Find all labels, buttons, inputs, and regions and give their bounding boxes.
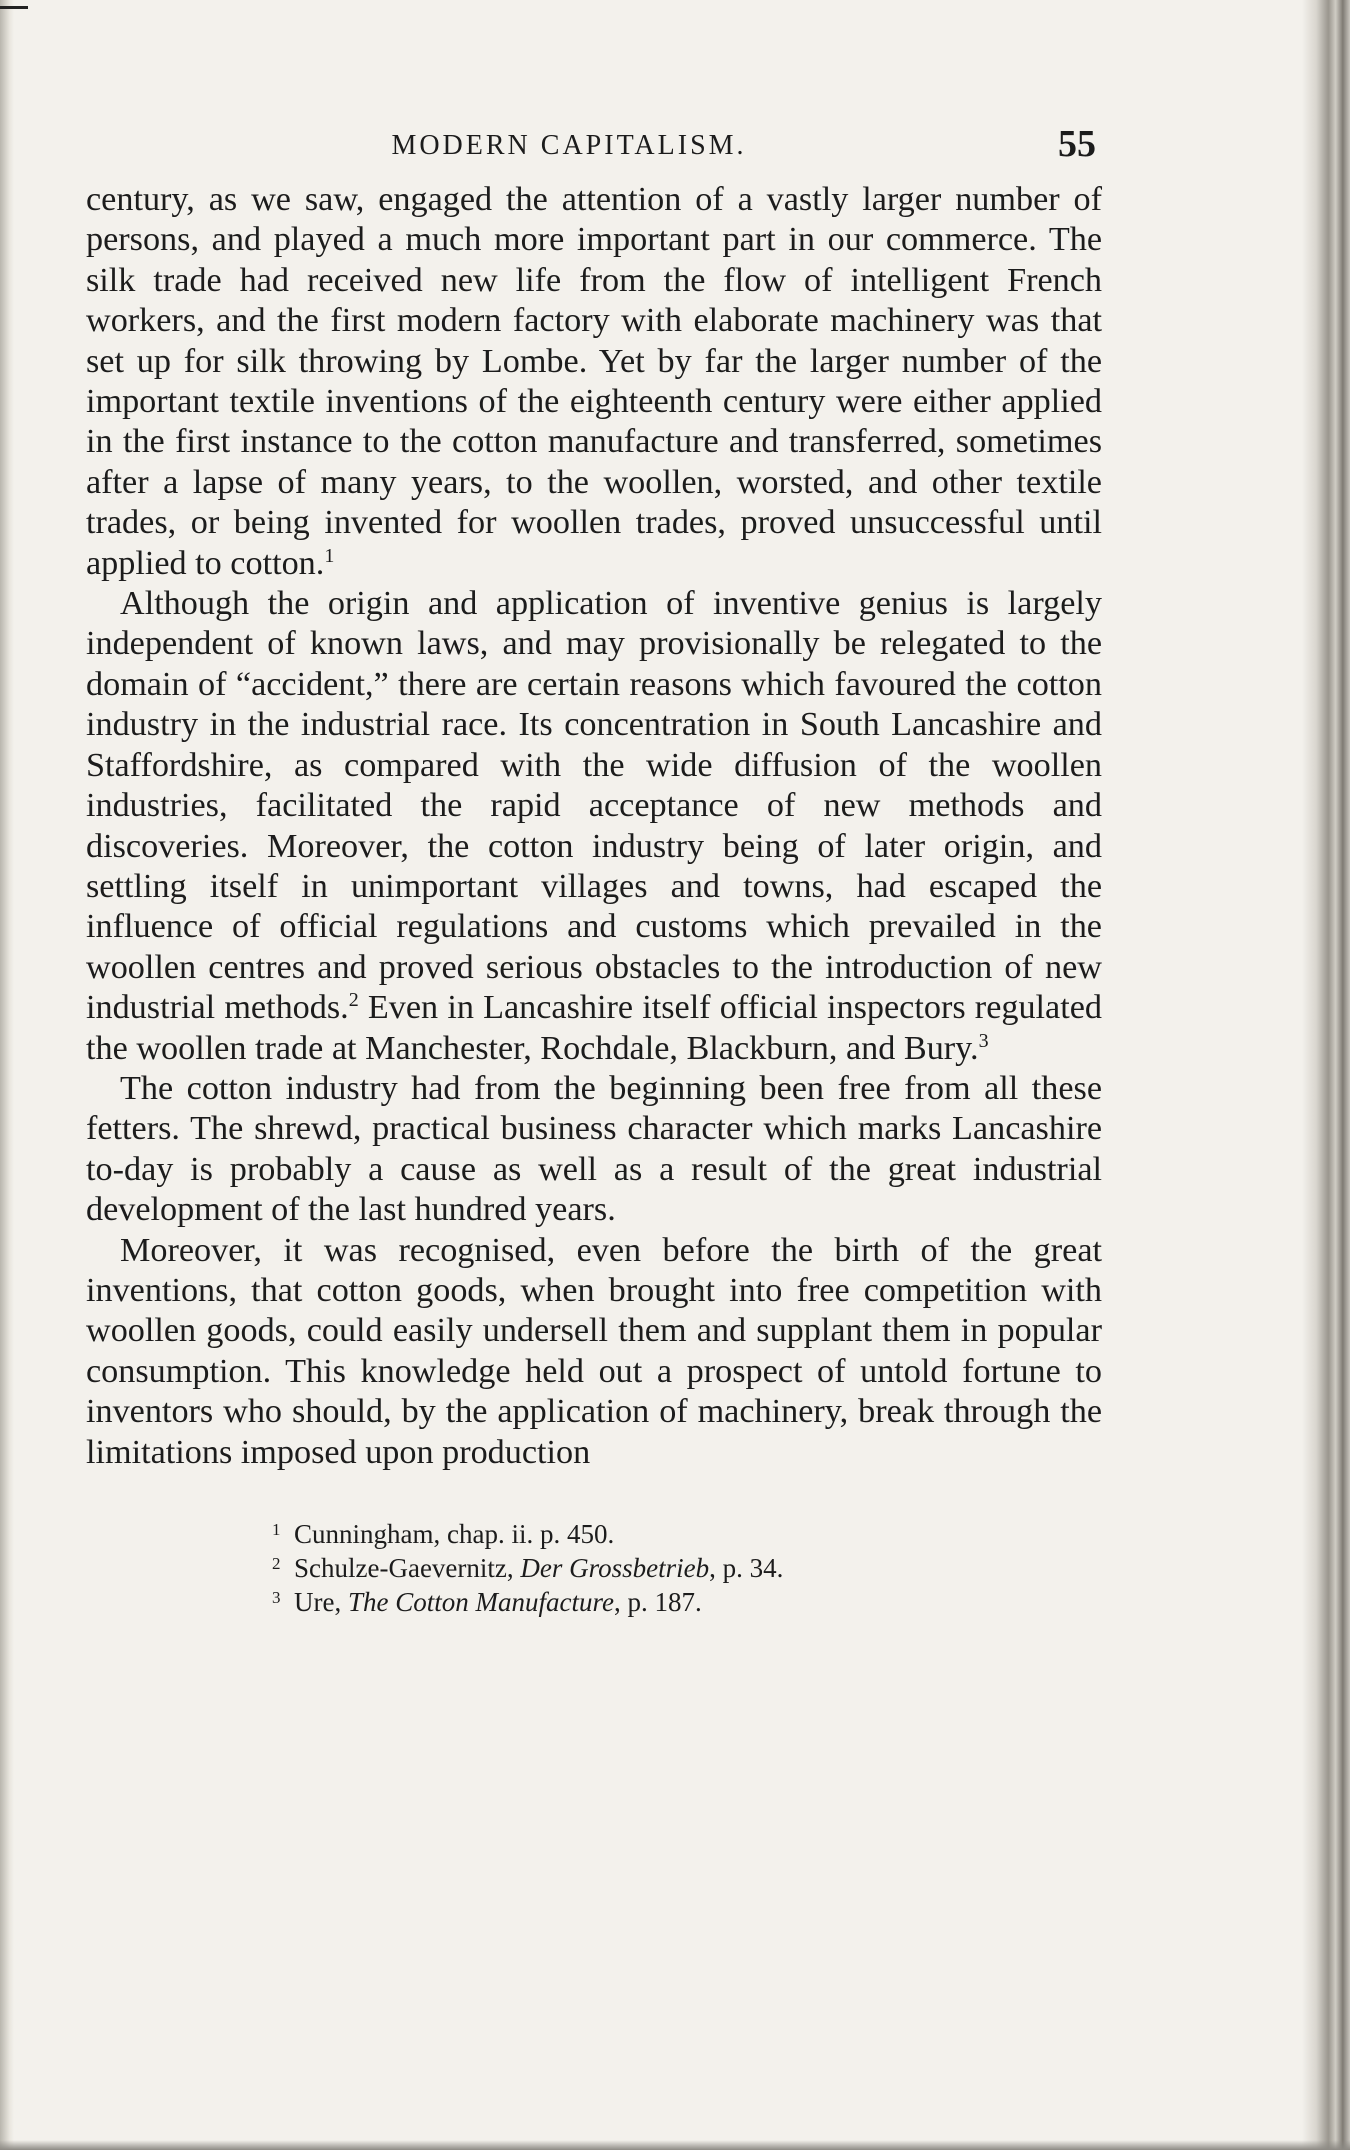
book-page [86,112,1102,1617]
footnote-1 [272,1515,1102,1549]
paragraph-2-text-b: Even in Lancashire itself official inspectors regulated the woollen trade at Manchester, Rochdale, Blackburn, and Bury. [86,989,1102,1067]
paragraph-2 [86,584,1102,1069]
footnote-3-title: The Cotton Manufacture [347,1587,614,1617]
paragraph-3-text: The cotton industry had from the beginning been free from all these fetters. The shrewd, practical business character which marks Lancashire to-day is probably a cause as well as a result of the great industrial development of the last hundred years. [86,1069,1102,1229]
running-title: MODERN CAPITALISM. [391,130,747,161]
paragraph-1-text: century, as we saw, engaged the attention of a vastly larger number of persons, and played a much more important part in our commerce. The silk trade had received new life from the flow of intelligent French workers, and the first modern factory with elaborate machinery was that set up for silk throwing by Lombe. Yet by far the larger number of the important textile inventions of the eighteenth century were either applied in the first instance to the cotton manufacture and transferred, sometimes after a lapse of many years, to the woollen, worsted, and other textile trades, or being invented for woollen trades, proved unsuccessful until applied to cotton. [86,181,1102,582]
footnote-2-author: Schulze-Gaevernitz, [294,1553,521,1583]
paragraph-1 [86,180,1102,584]
footnote-3 [272,1583,1102,1617]
paragraph-3 [86,1069,1102,1231]
running-head [86,112,1102,174]
footnote-3-mark: 3 [272,1588,281,1607]
footnote-2-mark: 2 [272,1554,281,1573]
body-text [86,180,1102,1473]
page-number: 55 [1058,123,1096,165]
paragraph-4-text: Moreover, it was recognised, even before the birth of the great inventions, that cotton goods, when brought into free competition with woollen goods, could easily undersell them and supplant them in popular consumption. This knowledge held out a prospect of untold fortune to inventors who should, by the application of machinery, break through the limitations imposed upon production [86,1231,1102,1471]
scan-bottom-edge [0,2140,1350,2150]
scan-left-edge [0,0,14,2150]
footnote-1-text: Cunningham, chap. ii. p. 450. [294,1519,615,1549]
paragraph-4 [86,1231,1102,1473]
scan-right-edge [1302,0,1350,2150]
footnote-2-title: Der Grossbetrieb [520,1553,710,1583]
footnote-1-mark: 1 [272,1520,281,1539]
footnote-2-rest: , p. 34. [709,1553,784,1583]
footnote-ref-2: 2 [348,989,359,1012]
paragraph-2-text-a: Although the origin and application of inventive genius is largely independent of known laws, and may provisionally be relegated to the domain of “accident,” there are certain reasons which favoured the cotton industry in the industrial race. Its concentration in South Lancashire and Staffordshire, as compared with the wide diffusion of the woollen industries, facilitated the rapid acceptance of new methods and discoveries. Moreover, the cotton industry being of later origin, and settling itself in unimportant villages and towns, had escaped the influence of official regulations and customs which prevailed in the woollen centres and proved serious obstacles to the introduction of new industrial methods. [86,585,1102,1027]
footnote-ref-3: 3 [978,1029,989,1052]
scan-corner-mark [0,6,28,9]
footnotes [86,1515,1102,1617]
footnote-3-author: Ure, [294,1587,348,1617]
footnote-ref-1: 1 [324,544,335,567]
footnote-2 [272,1549,1102,1583]
footnote-3-rest: , p. 187. [613,1587,702,1617]
